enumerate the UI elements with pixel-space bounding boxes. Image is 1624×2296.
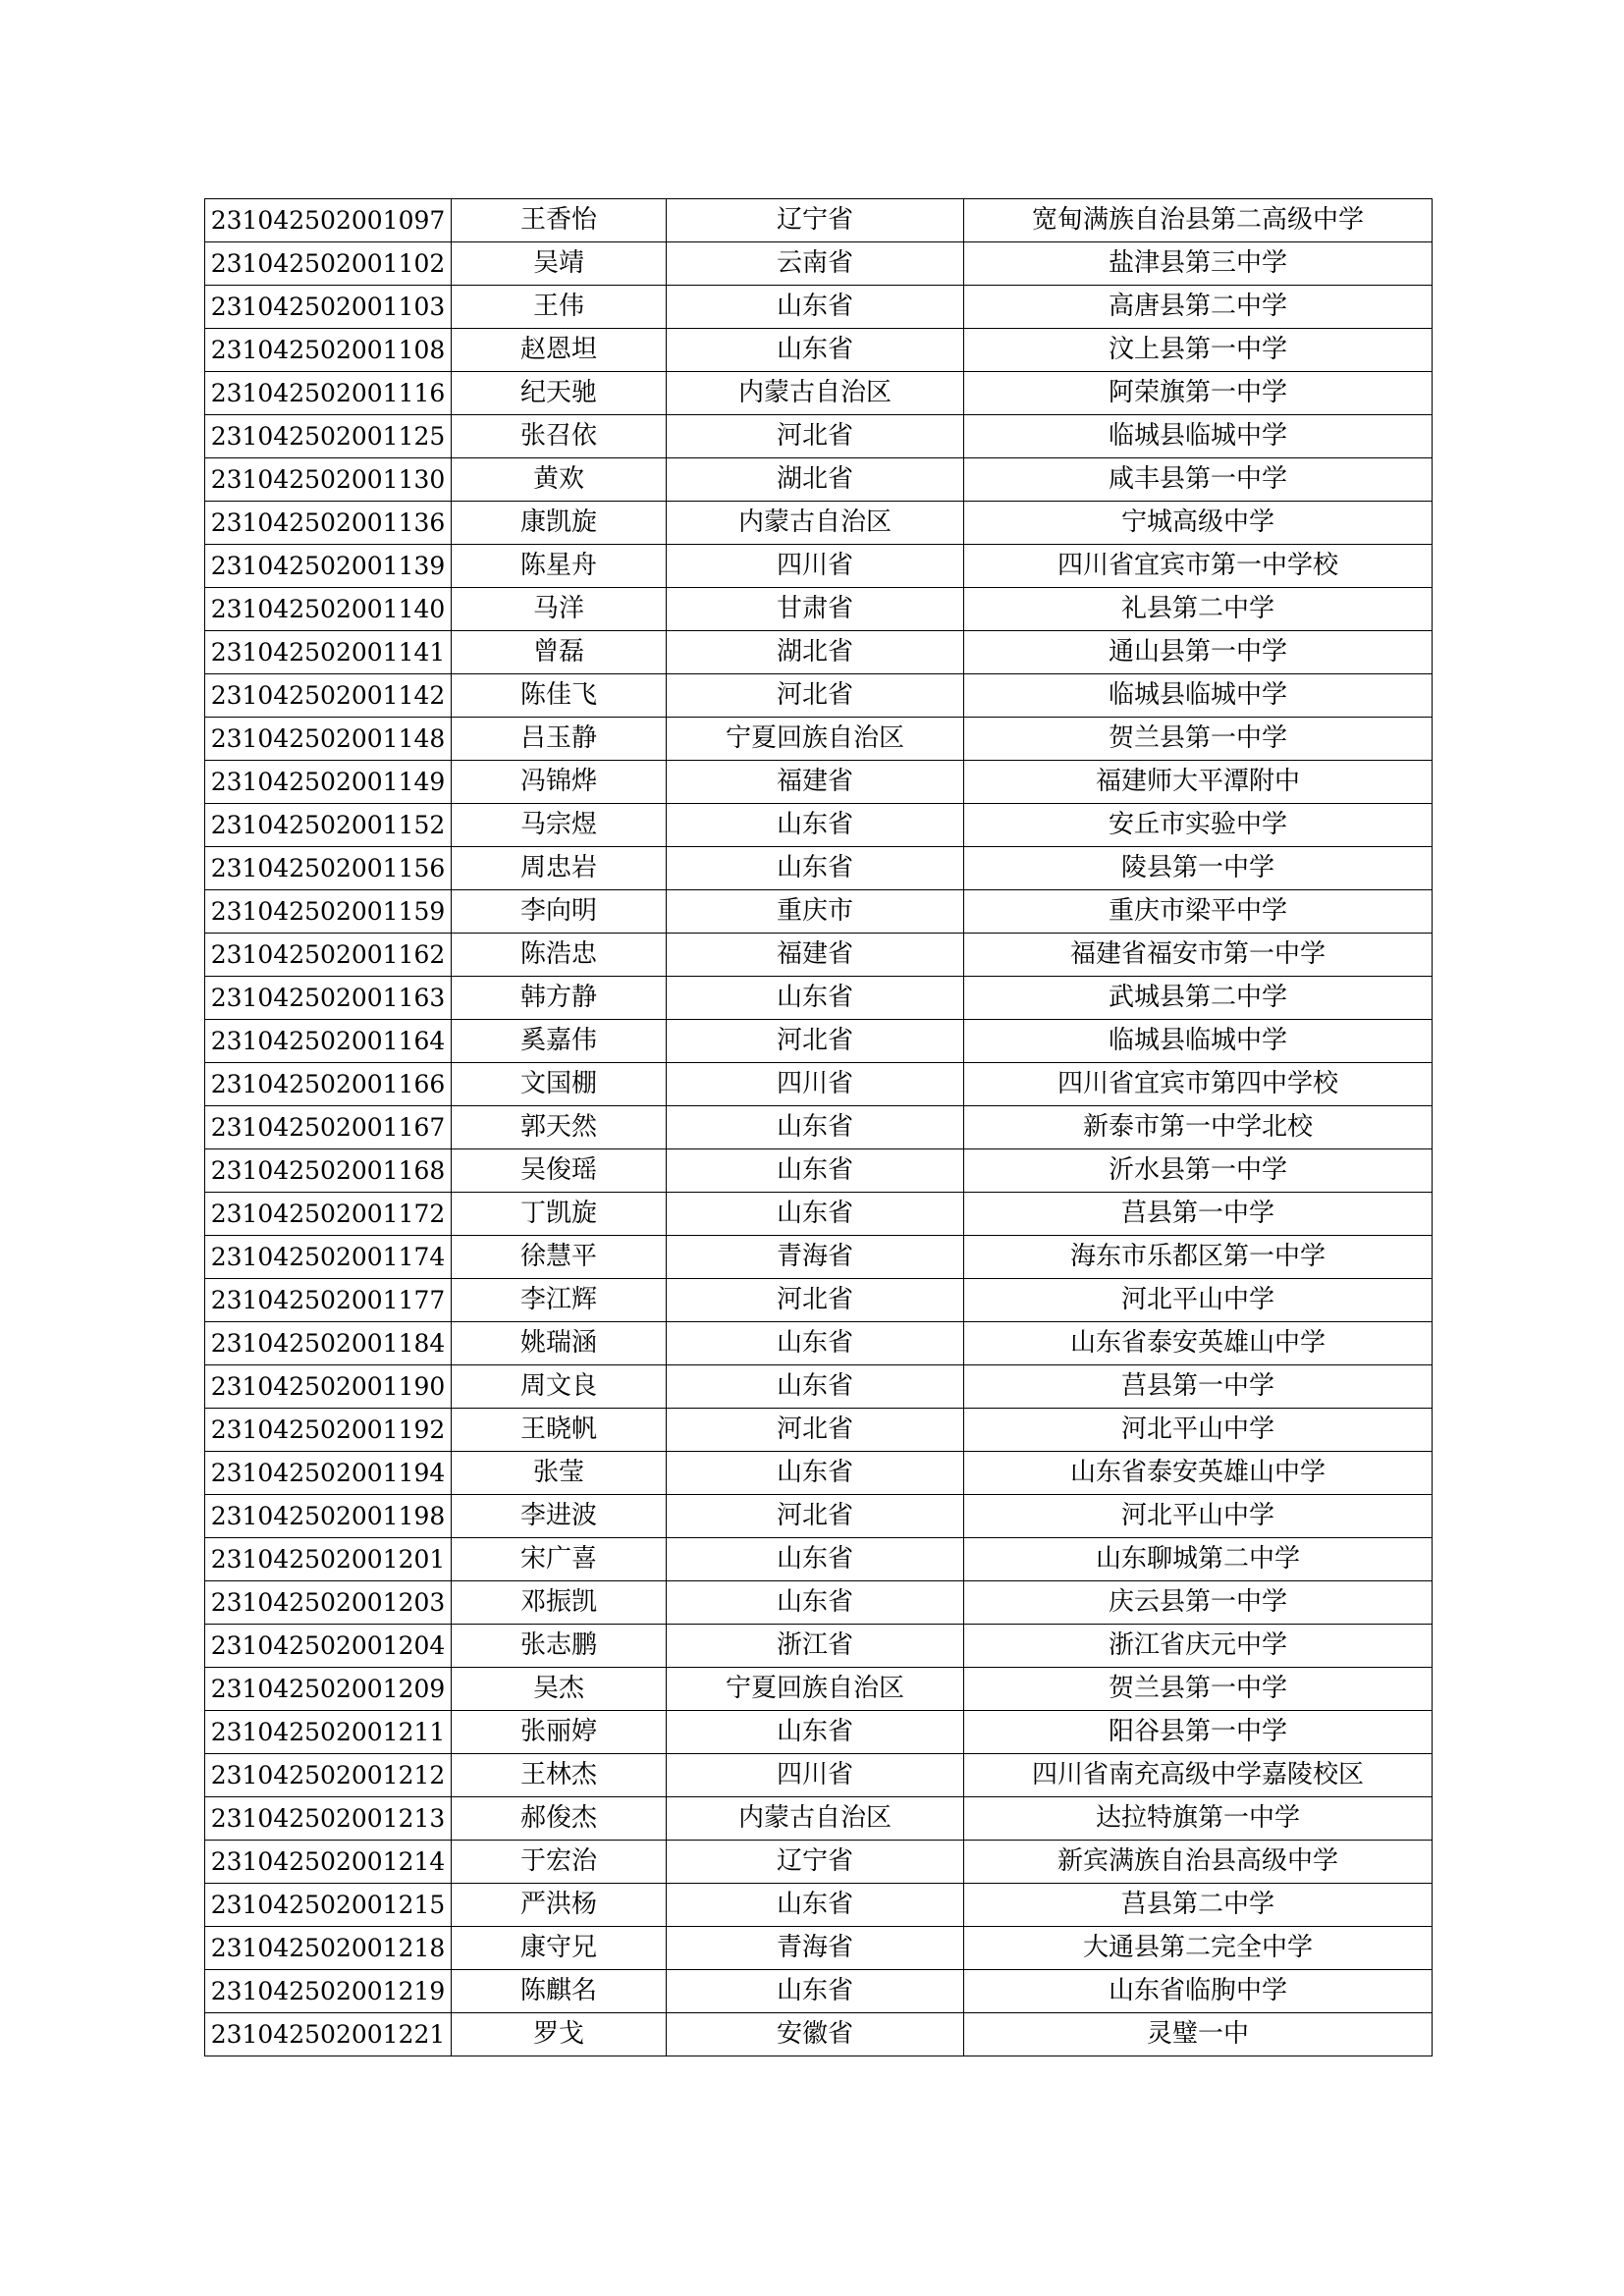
candidate-name-cell: 奚嘉伟	[452, 1020, 667, 1063]
candidate-name-cell: 吴靖	[452, 242, 667, 286]
table-row	[205, 1668, 1433, 1711]
candidate-name-cell: 陈星舟	[452, 545, 667, 588]
province-cell: 山东省	[667, 1970, 964, 2013]
roster-table	[204, 198, 1433, 2056]
table-row	[205, 1106, 1433, 1149]
table-row	[205, 1927, 1433, 1970]
school-cell: 通山县第一中学	[964, 631, 1433, 674]
school-cell: 莒县第一中学	[964, 1193, 1433, 1236]
table-row	[205, 545, 1433, 588]
school-cell: 达拉特旗第一中学	[964, 1797, 1433, 1841]
province-cell: 山东省	[667, 1452, 964, 1495]
candidate-id-cell: 231042502001166	[205, 1063, 452, 1106]
table-row	[205, 1452, 1433, 1495]
candidate-name-cell: 黄欢	[452, 458, 667, 502]
province-cell: 山东省	[667, 329, 964, 372]
candidate-name-cell: 曾磊	[452, 631, 667, 674]
table-row	[205, 1365, 1433, 1409]
candidate-name-cell: 郭天然	[452, 1106, 667, 1149]
school-cell: 莒县第二中学	[964, 1884, 1433, 1927]
province-cell: 山东省	[667, 804, 964, 847]
candidate-id-cell: 231042502001130	[205, 458, 452, 502]
school-cell: 山东省泰安英雄山中学	[964, 1452, 1433, 1495]
school-cell: 浙江省庆元中学	[964, 1625, 1433, 1668]
school-cell: 贺兰县第一中学	[964, 1668, 1433, 1711]
candidate-id-cell: 231042502001218	[205, 1927, 452, 1970]
school-cell: 盐津县第三中学	[964, 242, 1433, 286]
table-row	[205, 1581, 1433, 1625]
candidate-name-cell: 陈浩忠	[452, 934, 667, 977]
table-row	[205, 804, 1433, 847]
province-cell: 湖北省	[667, 631, 964, 674]
candidate-name-cell: 姚瑞涵	[452, 1322, 667, 1365]
table-row	[205, 199, 1433, 242]
school-cell: 咸丰县第一中学	[964, 458, 1433, 502]
province-cell: 青海省	[667, 1927, 964, 1970]
table-row	[205, 1149, 1433, 1193]
candidate-name-cell: 陈佳飞	[452, 674, 667, 718]
candidate-id-cell: 231042502001102	[205, 242, 452, 286]
candidate-id-cell: 231042502001136	[205, 502, 452, 545]
province-cell: 河北省	[667, 1495, 964, 1538]
candidate-id-cell: 231042502001174	[205, 1236, 452, 1279]
province-cell: 宁夏回族自治区	[667, 1668, 964, 1711]
table-row	[205, 458, 1433, 502]
province-cell: 辽宁省	[667, 1841, 964, 1884]
table-row	[205, 415, 1433, 458]
province-cell: 山东省	[667, 1538, 964, 1581]
province-cell: 内蒙古自治区	[667, 1797, 964, 1841]
candidate-id-cell: 231042502001190	[205, 1365, 452, 1409]
province-cell: 山东省	[667, 1365, 964, 1409]
table-row	[205, 372, 1433, 415]
candidate-name-cell: 韩方静	[452, 977, 667, 1020]
candidate-id-cell: 231042502001221	[205, 2013, 452, 2056]
candidate-name-cell: 张志鹏	[452, 1625, 667, 1668]
candidate-id-cell: 231042502001149	[205, 761, 452, 804]
candidate-id-cell: 231042502001172	[205, 1193, 452, 1236]
province-cell: 山东省	[667, 1106, 964, 1149]
province-cell: 宁夏回族自治区	[667, 718, 964, 761]
candidate-id-cell: 231042502001201	[205, 1538, 452, 1581]
province-cell: 重庆市	[667, 890, 964, 934]
candidate-id-cell: 231042502001116	[205, 372, 452, 415]
candidate-id-cell: 231042502001215	[205, 1884, 452, 1927]
candidate-name-cell: 周忠岩	[452, 847, 667, 890]
candidate-id-cell: 231042502001212	[205, 1754, 452, 1797]
school-cell: 礼县第二中学	[964, 588, 1433, 631]
table-row	[205, 1020, 1433, 1063]
candidate-id-cell: 231042502001103	[205, 286, 452, 329]
candidate-name-cell: 马宗煜	[452, 804, 667, 847]
candidate-id-cell: 231042502001163	[205, 977, 452, 1020]
table-row	[205, 1711, 1433, 1754]
province-cell: 浙江省	[667, 1625, 964, 1668]
candidate-name-cell: 赵恩坦	[452, 329, 667, 372]
school-cell: 陵县第一中学	[964, 847, 1433, 890]
province-cell: 安徽省	[667, 2013, 964, 2056]
candidate-name-cell: 吴杰	[452, 1668, 667, 1711]
province-cell: 内蒙古自治区	[667, 372, 964, 415]
candidate-id-cell: 231042502001219	[205, 1970, 452, 2013]
table-row	[205, 2013, 1433, 2056]
school-cell: 宽甸满族自治县第二高级中学	[964, 199, 1433, 242]
province-cell: 湖北省	[667, 458, 964, 502]
province-cell: 山东省	[667, 1884, 964, 1927]
table-row	[205, 674, 1433, 718]
candidate-id-cell: 231042502001184	[205, 1322, 452, 1365]
candidate-name-cell: 康凯旋	[452, 502, 667, 545]
school-cell: 山东省泰安英雄山中学	[964, 1322, 1433, 1365]
candidate-id-cell: 231042502001167	[205, 1106, 452, 1149]
candidate-name-cell: 王林杰	[452, 1754, 667, 1797]
candidate-id-cell: 231042502001125	[205, 415, 452, 458]
candidate-name-cell: 纪天驰	[452, 372, 667, 415]
table-row	[205, 1797, 1433, 1841]
candidate-id-cell: 231042502001198	[205, 1495, 452, 1538]
school-cell: 福建省福安市第一中学	[964, 934, 1433, 977]
candidate-id-cell: 231042502001164	[205, 1020, 452, 1063]
candidate-id-cell: 231042502001152	[205, 804, 452, 847]
table-row	[205, 286, 1433, 329]
province-cell: 四川省	[667, 1063, 964, 1106]
school-cell: 莒县第一中学	[964, 1365, 1433, 1409]
school-cell: 福建师大平潭附中	[964, 761, 1433, 804]
candidate-name-cell: 李向明	[452, 890, 667, 934]
candidate-name-cell: 周文良	[452, 1365, 667, 1409]
table-row	[205, 1063, 1433, 1106]
school-cell: 四川省宜宾市第四中学校	[964, 1063, 1433, 1106]
province-cell: 山东省	[667, 1322, 964, 1365]
table-row	[205, 1193, 1433, 1236]
school-cell: 山东聊城第二中学	[964, 1538, 1433, 1581]
school-cell: 灵璧一中	[964, 2013, 1433, 2056]
candidate-name-cell: 冯锦烨	[452, 761, 667, 804]
table-row	[205, 1841, 1433, 1884]
school-cell: 阳谷县第一中学	[964, 1711, 1433, 1754]
province-cell: 山东省	[667, 977, 964, 1020]
candidate-id-cell: 231042502001209	[205, 1668, 452, 1711]
candidate-name-cell: 吕玉静	[452, 718, 667, 761]
candidate-id-cell: 231042502001168	[205, 1149, 452, 1193]
school-cell: 宁城高级中学	[964, 502, 1433, 545]
candidate-name-cell: 严洪杨	[452, 1884, 667, 1927]
school-cell: 临城县临城中学	[964, 415, 1433, 458]
candidate-name-cell: 文国棚	[452, 1063, 667, 1106]
school-cell: 四川省宜宾市第一中学校	[964, 545, 1433, 588]
candidate-name-cell: 于宏治	[452, 1841, 667, 1884]
candidate-id-cell: 231042502001192	[205, 1409, 452, 1452]
candidate-name-cell: 张莹	[452, 1452, 667, 1495]
candidate-id-cell: 231042502001204	[205, 1625, 452, 1668]
school-cell: 沂水县第一中学	[964, 1149, 1433, 1193]
table-row	[205, 1538, 1433, 1581]
table-row	[205, 242, 1433, 286]
candidate-id-cell: 231042502001139	[205, 545, 452, 588]
province-cell: 山东省	[667, 847, 964, 890]
candidate-id-cell: 231042502001148	[205, 718, 452, 761]
candidate-id-cell: 231042502001211	[205, 1711, 452, 1754]
province-cell: 河北省	[667, 1409, 964, 1452]
table-row	[205, 1495, 1433, 1538]
province-cell: 辽宁省	[667, 199, 964, 242]
province-cell: 山东省	[667, 1711, 964, 1754]
school-cell: 新宾满族自治县高级中学	[964, 1841, 1433, 1884]
province-cell: 山东省	[667, 1581, 964, 1625]
school-cell: 汶上县第一中学	[964, 329, 1433, 372]
candidate-name-cell: 张召依	[452, 415, 667, 458]
candidate-id-cell: 231042502001142	[205, 674, 452, 718]
candidate-id-cell: 231042502001162	[205, 934, 452, 977]
candidate-name-cell: 王伟	[452, 286, 667, 329]
candidate-id-cell: 231042502001140	[205, 588, 452, 631]
candidate-name-cell: 罗戈	[452, 2013, 667, 2056]
school-cell: 四川省南充高级中学嘉陵校区	[964, 1754, 1433, 1797]
school-cell: 山东省临朐中学	[964, 1970, 1433, 2013]
candidate-name-cell: 郝俊杰	[452, 1797, 667, 1841]
candidate-id-cell: 231042502001141	[205, 631, 452, 674]
candidate-name-cell: 张丽婷	[452, 1711, 667, 1754]
school-cell: 新泰市第一中学北校	[964, 1106, 1433, 1149]
province-cell: 山东省	[667, 1149, 964, 1193]
candidate-name-cell: 陈麒名	[452, 1970, 667, 2013]
province-cell: 河北省	[667, 415, 964, 458]
candidate-id-cell: 231042502001108	[205, 329, 452, 372]
school-cell: 河北平山中学	[964, 1409, 1433, 1452]
candidate-id-cell: 231042502001156	[205, 847, 452, 890]
province-cell: 福建省	[667, 761, 964, 804]
school-cell: 贺兰县第一中学	[964, 718, 1433, 761]
candidate-name-cell: 宋广喜	[452, 1538, 667, 1581]
school-cell: 庆云县第一中学	[964, 1581, 1433, 1625]
candidate-name-cell: 徐慧平	[452, 1236, 667, 1279]
candidate-id-cell: 231042502001203	[205, 1581, 452, 1625]
candidate-id-cell: 231042502001159	[205, 890, 452, 934]
school-cell: 大通县第二完全中学	[964, 1927, 1433, 1970]
candidate-name-cell: 李江辉	[452, 1279, 667, 1322]
table-row	[205, 631, 1433, 674]
table-row	[205, 718, 1433, 761]
province-cell: 河北省	[667, 1020, 964, 1063]
province-cell: 云南省	[667, 242, 964, 286]
province-cell: 河北省	[667, 674, 964, 718]
table-row	[205, 934, 1433, 977]
candidate-id-cell: 231042502001213	[205, 1797, 452, 1841]
candidate-id-cell: 231042502001177	[205, 1279, 452, 1322]
table-row	[205, 1409, 1433, 1452]
candidate-name-cell: 吴俊瑶	[452, 1149, 667, 1193]
table-row	[205, 1236, 1433, 1279]
table-row	[205, 761, 1433, 804]
province-cell: 山东省	[667, 1193, 964, 1236]
candidate-id-cell: 231042502001097	[205, 199, 452, 242]
province-cell: 河北省	[667, 1279, 964, 1322]
province-cell: 青海省	[667, 1236, 964, 1279]
province-cell: 内蒙古自治区	[667, 502, 964, 545]
school-cell: 重庆市梁平中学	[964, 890, 1433, 934]
school-cell: 武城县第二中学	[964, 977, 1433, 1020]
table-row	[205, 847, 1433, 890]
candidate-name-cell: 丁凯旋	[452, 1193, 667, 1236]
province-cell: 甘肃省	[667, 588, 964, 631]
table-row	[205, 1970, 1433, 2013]
table-row	[205, 1322, 1433, 1365]
school-cell: 河北平山中学	[964, 1279, 1433, 1322]
table-row	[205, 588, 1433, 631]
table-row	[205, 890, 1433, 934]
candidate-name-cell: 邓振凯	[452, 1581, 667, 1625]
candidate-name-cell: 王香怡	[452, 199, 667, 242]
school-cell: 河北平山中学	[964, 1495, 1433, 1538]
table-row	[205, 977, 1433, 1020]
province-cell: 山东省	[667, 286, 964, 329]
school-cell: 阿荣旗第一中学	[964, 372, 1433, 415]
candidate-name-cell: 王晓帆	[452, 1409, 667, 1452]
candidate-id-cell: 231042502001214	[205, 1841, 452, 1884]
province-cell: 四川省	[667, 545, 964, 588]
roster-table-body	[205, 199, 1433, 2056]
table-row	[205, 1884, 1433, 1927]
province-cell: 四川省	[667, 1754, 964, 1797]
table-row	[205, 1279, 1433, 1322]
school-cell: 海东市乐都区第一中学	[964, 1236, 1433, 1279]
school-cell: 临城县临城中学	[964, 674, 1433, 718]
school-cell: 临城县临城中学	[964, 1020, 1433, 1063]
candidate-name-cell: 马洋	[452, 588, 667, 631]
table-row	[205, 329, 1433, 372]
candidate-id-cell: 231042502001194	[205, 1452, 452, 1495]
table-row	[205, 1625, 1433, 1668]
table-row	[205, 1754, 1433, 1797]
province-cell: 福建省	[667, 934, 964, 977]
school-cell: 安丘市实验中学	[964, 804, 1433, 847]
school-cell: 高唐县第二中学	[964, 286, 1433, 329]
candidate-name-cell: 康守兄	[452, 1927, 667, 1970]
candidate-name-cell: 李进波	[452, 1495, 667, 1538]
table-row	[205, 502, 1433, 545]
